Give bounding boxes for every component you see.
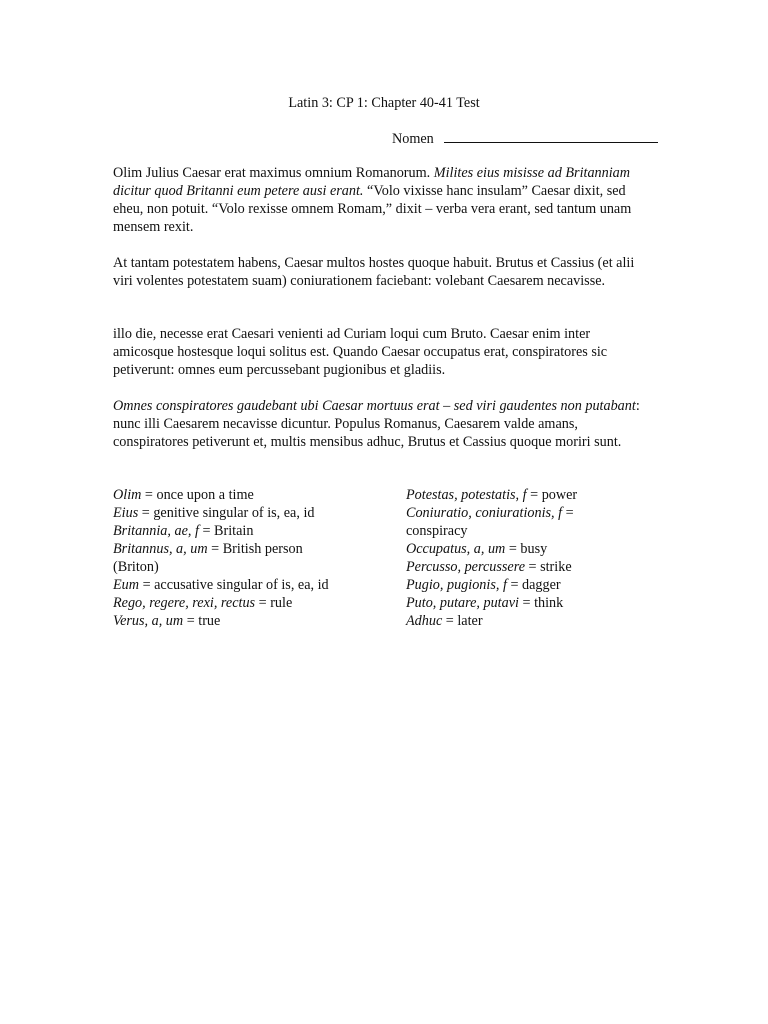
vocab-definition: = power xyxy=(526,487,578,503)
vocab-entry xyxy=(113,576,383,594)
vocab-definition: = rule xyxy=(255,595,293,611)
vocab-entry xyxy=(113,540,323,576)
vocab-entry xyxy=(406,540,626,558)
vocab-term: Olim xyxy=(113,487,142,503)
page-title: Latin 3: CP 1: Chapter 40-41 Test xyxy=(288,95,480,111)
paragraph-3: illo die, necesse erat Caesari venienti ad Curiam loqui cum Bruto. Caesar enim inter amicosque hostesque loqui solitus est. Quando Caesar occupatus erat, conspiratores sic petiverunt: omnes eum percussebant pugionibus et gladiis. xyxy=(113,326,608,378)
vocab-term: Britannus, a, um xyxy=(113,541,208,557)
vocab-definition: = think xyxy=(518,595,564,611)
vocab-entry xyxy=(406,558,626,576)
vocab-definition: = dagger xyxy=(506,577,561,593)
vocab-term: Percusso, percussere xyxy=(406,559,525,575)
nomen-blank-line xyxy=(444,128,658,143)
vocab-term: Eius xyxy=(113,505,139,521)
vocab-definition: = British person (Briton) xyxy=(113,541,303,575)
nomen-label: Nomen xyxy=(392,131,434,147)
vocab-entry xyxy=(113,594,383,612)
vocab-entry xyxy=(406,612,626,630)
vocab-term: Coniuratio, coniurationis, f xyxy=(406,505,563,521)
p4-text-b: : nunc illi Caesarem necavisse dicuntur. Populus Romanus, Caesarem valde amans, conspiratores petiverunt et, multis mensibus adhuc, Brutus et Cassius quoque moriri sunt. xyxy=(113,398,640,450)
vocab-definition: = strike xyxy=(525,559,572,575)
vocab-term: Rego, regere, rexi, rectus xyxy=(113,595,256,611)
vocab-entry xyxy=(113,612,383,630)
vocab-definition: = once upon a time xyxy=(141,487,254,503)
vocab-entry xyxy=(406,486,626,504)
paragraph-4 xyxy=(113,397,643,451)
paragraph-1 xyxy=(113,164,643,236)
vocab-entry xyxy=(113,504,383,522)
vocab-term: Pugio, pugionis, f xyxy=(406,577,507,593)
p1-text-a: Olim Julius Caesar erat maximus omnium Romanorum. xyxy=(113,165,434,181)
vocab-list-left xyxy=(113,486,383,630)
vocab-term: Occupatus, a, um xyxy=(406,541,506,557)
vocab-term: Britannia, ae, f xyxy=(113,523,199,539)
vocab-definition: = genitive singular of is, ea, id xyxy=(138,505,315,521)
vocab-definition: = later xyxy=(442,613,483,629)
vocab-term: Verus, a, um xyxy=(113,613,184,629)
vocab-definition: = conspiracy xyxy=(406,505,574,539)
vocab-list-right xyxy=(406,486,626,630)
vocab-term: Potestas, potestatis, f xyxy=(406,487,527,503)
p1-text-c: “Volo vixisse hanc insulam” Caesar dixit, sed eheu, non potuit. “Volo rexisse omnem Romam,” dixit – verba vera erant, sed tantum unam mensem rexit. xyxy=(113,183,632,235)
p4-text-italic: Omnes conspiratores gaudebant ubi Caesar mortuus erat – sed viri gaudentes non putabant xyxy=(113,398,636,414)
vocab-entry xyxy=(406,576,626,594)
paragraph-2: At tantam potestatem habens, Caesar multos hostes quoque habuit. Brutus et Cassius (et alii viri volentes potestatem suam) coniurationem faciebant: volebant Caesarem necavisse. xyxy=(113,255,635,289)
vocab-definition: = true xyxy=(183,613,221,629)
p1-text-italic: Milites eius misisse ad Britanniam dicitur quod Britanni eum petere ausi erant. xyxy=(113,165,631,199)
vocab-definition: = Britain xyxy=(198,523,254,539)
vocab-entry xyxy=(113,486,383,504)
vocab-term: Adhuc xyxy=(406,613,443,629)
vocab-entry xyxy=(113,522,383,540)
vocab-entry xyxy=(406,594,626,612)
vocab-definition: = accusative singular of is, ea, id xyxy=(139,577,329,593)
vocab-entry xyxy=(406,504,596,540)
vocab-definition: = busy xyxy=(505,541,548,557)
nomen-field xyxy=(392,128,658,148)
vocab-term: Eum xyxy=(113,577,140,593)
vocab-term: Puto, putare, putavi xyxy=(406,595,519,611)
